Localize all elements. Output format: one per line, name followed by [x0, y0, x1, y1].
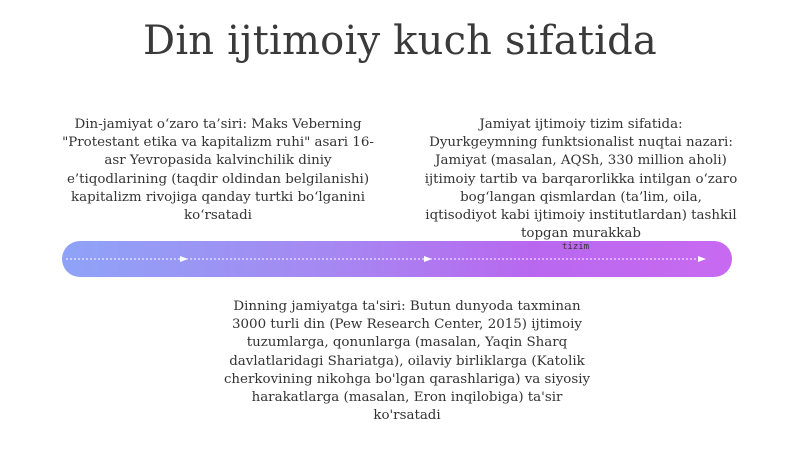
- text-block-right: Jamiyat ijtimoiy tizim sifatida: Dyurkgeymning funktsionalist nuqtai nazari: Jamiyat (masalan, AQSh, 330 million aholi) ijtimoiy tartib va barqarorlikka intilgan o‘zaro bog‘langan qismlardan (ta’lim, oila, iqtisodiyot kabi ijtimoiy institutlardan) tashkil topgan murakkab: [424, 117, 738, 242]
- arrow-right-icon: [180, 256, 188, 262]
- timeline-tag-label: tizim: [562, 242, 590, 252]
- timeline: [62, 241, 732, 277]
- text-block-left: Din-jamiyat o‘zaro ta’siri: Maks Veberning "Protestant etika va kapitalizm ruhi" asari 16-asr Yevropasida kalvinchilik diniy e’tiqodlarining (taqdir oldindan belgilanishi) kapitalizm rivojiga qanday turtki bo‘lganini ko‘rsatadi: [62, 117, 374, 224]
- page-title: Din ijtimoiy kuch sifatida: [143, 18, 657, 64]
- timeline-arrows: [62, 241, 732, 277]
- arrow-right-icon: [698, 256, 706, 262]
- text-block-bottom: Dinning jamiyatga ta'siri: Butun dunyoda taxminan 3000 turli din (Pew Research Center, 2015) ijtimoiy tuzumlarga, qonunlarga (masalan, Yaqin Sharq davlatlaridagi Shariatga), oilaviy birliklarga (Katolik cherkovining nikohga bo'lgan qarashlariga) va siyosiy harakatlarga (masalan, Eron inqilobiga) ta'sir ko'rsatadi: [223, 299, 591, 424]
- arrow-right-icon: [424, 256, 432, 262]
